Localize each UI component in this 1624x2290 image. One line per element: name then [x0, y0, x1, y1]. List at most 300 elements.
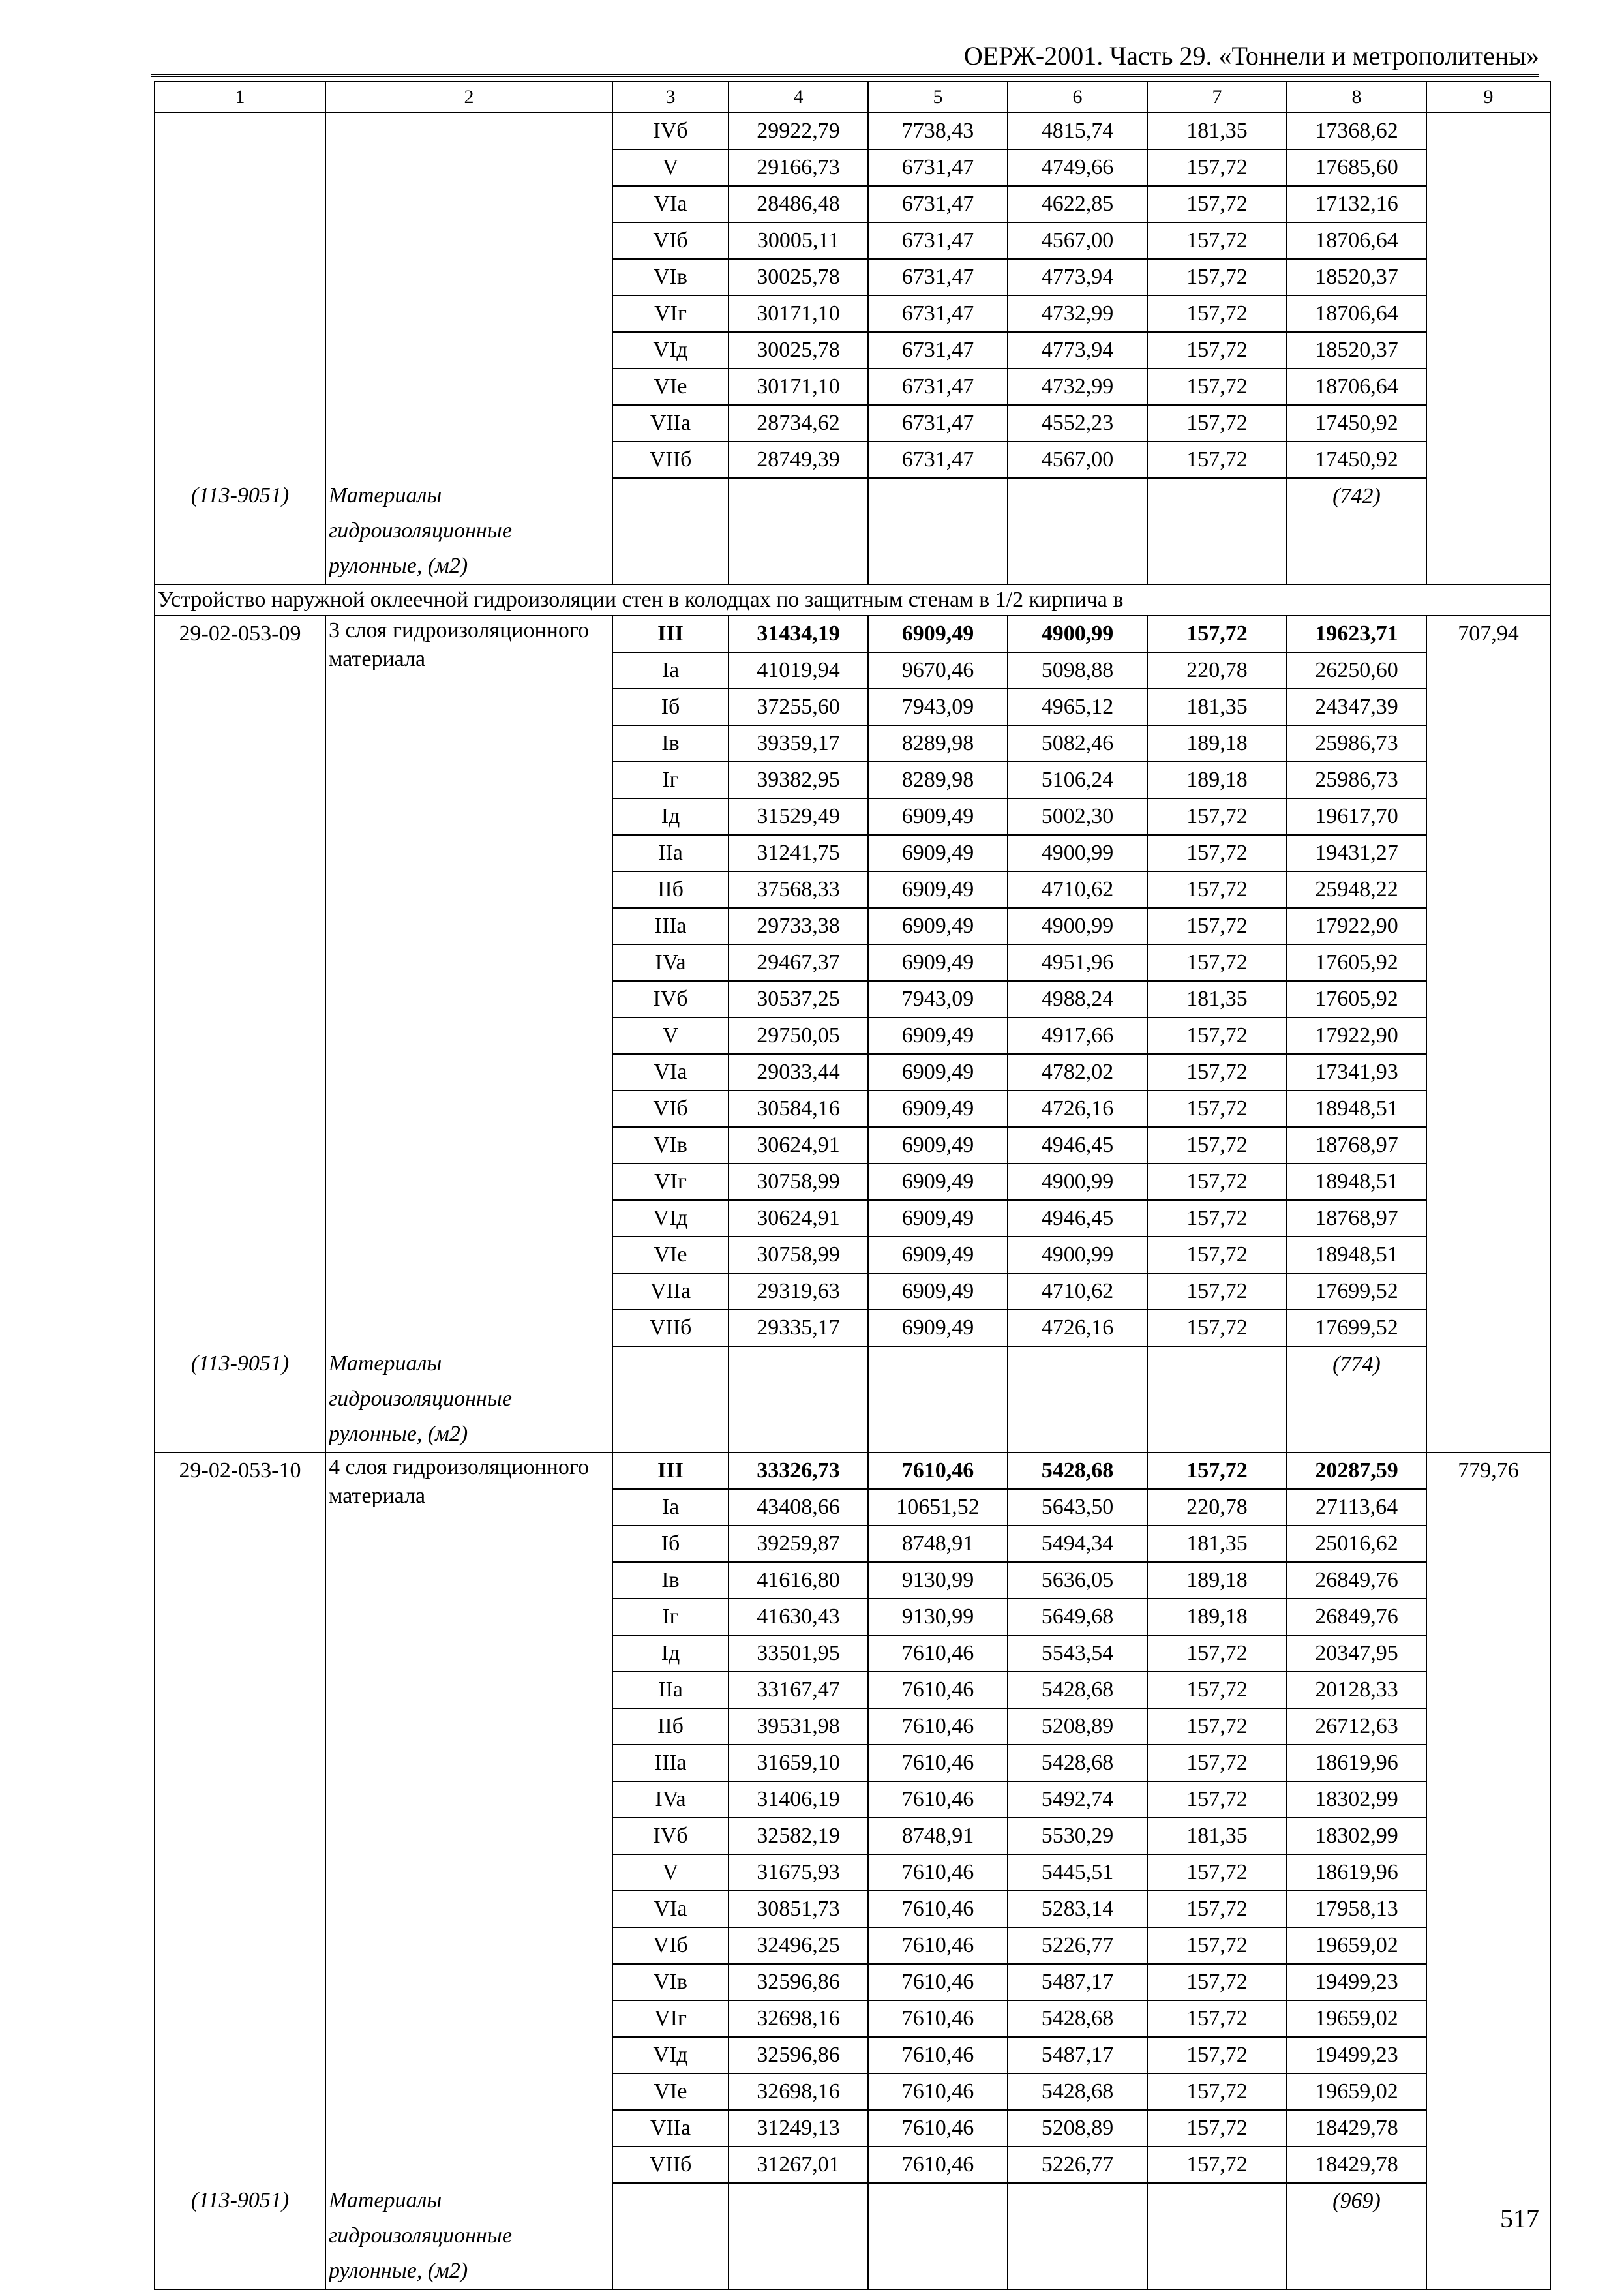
value-cell: 29033,44	[729, 1054, 868, 1091]
value-cell: 17922,90	[1287, 908, 1426, 944]
value-cell: 19659,02	[1287, 2073, 1426, 2110]
empty-cell	[729, 1346, 868, 1453]
value-cell: 6731,47	[868, 222, 1008, 259]
price-table	[154, 81, 1551, 2290]
value-cell: 6731,47	[868, 369, 1008, 405]
norm-value: 779,76	[1426, 1453, 1550, 2289]
value-cell: 7610,46	[868, 2073, 1008, 2110]
value-cell: 5428,68	[1008, 2073, 1147, 2110]
value-cell: 30171,10	[729, 295, 868, 332]
value-cell: 157,72	[1147, 1964, 1287, 2000]
column-number: 1	[155, 82, 325, 113]
value-cell: 4732,99	[1008, 369, 1147, 405]
value-cell: 19623,71	[1287, 616, 1426, 652]
value-cell: 4726,16	[1008, 1091, 1147, 1127]
value-cell: 157,72	[1147, 1635, 1287, 1672]
zone-cell: VIд	[612, 332, 729, 369]
value-cell: 32698,16	[729, 2073, 868, 2110]
value-cell: 157,72	[1147, 1781, 1287, 1818]
table-row	[155, 1453, 1550, 1489]
zone-cell: VIIб	[612, 1310, 729, 1346]
empty-cell	[1147, 1346, 1287, 1453]
value-cell: 157,72	[1147, 222, 1287, 259]
value-cell: 37255,60	[729, 689, 868, 725]
value-cell: 6909,49	[868, 1017, 1008, 1054]
value-cell: 29733,38	[729, 908, 868, 944]
value-cell: 8289,98	[868, 725, 1008, 762]
value-cell: 4749,66	[1008, 149, 1147, 186]
value-cell: 4726,16	[1008, 1310, 1147, 1346]
value-cell: 5428,68	[1008, 1453, 1147, 1489]
value-cell: 31675,93	[729, 1854, 868, 1891]
value-cell: 157,72	[1147, 369, 1287, 405]
zone-cell: V	[612, 1017, 729, 1054]
value-cell: 4951,96	[1008, 944, 1147, 981]
value-cell: 32596,86	[729, 2037, 868, 2073]
value-cell: 17685,60	[1287, 149, 1426, 186]
value-cell: 6909,49	[868, 616, 1008, 652]
value-cell: 4946,45	[1008, 1127, 1147, 1164]
value-cell: 157,72	[1147, 2073, 1287, 2110]
value-cell: 157,72	[1147, 1854, 1287, 1891]
value-cell: 18706,64	[1287, 369, 1426, 405]
column-number: 4	[729, 82, 868, 113]
value-cell: 18619,96	[1287, 1745, 1426, 1781]
value-cell: 220,78	[1147, 1489, 1287, 1526]
section-title: Устройство наружной оклеечной гидроизоляции стен в колодцах по защитным стенам в 1/2 кирпича в	[155, 584, 1550, 616]
value-cell: 17605,92	[1287, 981, 1426, 1017]
column-number: 8	[1287, 82, 1426, 113]
value-cell: 18768,97	[1287, 1127, 1426, 1164]
zone-cell: VIб	[612, 222, 729, 259]
zone-cell: III	[612, 616, 729, 652]
value-cell: 6909,49	[868, 1164, 1008, 1200]
value-cell: 157,72	[1147, 405, 1287, 442]
value-cell: 25016,62	[1287, 1526, 1426, 1562]
empty-cell	[868, 478, 1008, 584]
value-cell: 5492,74	[1008, 1781, 1147, 1818]
value-cell: 157,72	[1147, 2000, 1287, 2037]
material-code: (113-9051)	[155, 1346, 325, 1453]
value-cell: 29166,73	[729, 149, 868, 186]
zone-cell: VIд	[612, 2037, 729, 2073]
zone-cell: V	[612, 1854, 729, 1891]
value-cell: 157,72	[1147, 1927, 1287, 1964]
material-description: Материалы гидроизоляционные рулонные, (м2)	[325, 478, 612, 584]
value-cell: 33326,73	[729, 1453, 868, 1489]
value-cell: 32698,16	[729, 2000, 868, 2037]
value-cell: 17958,13	[1287, 1891, 1426, 1927]
value-cell: 28486,48	[729, 186, 868, 222]
value-cell: 157,72	[1147, 1164, 1287, 1200]
value-cell: 6731,47	[868, 332, 1008, 369]
value-cell: 189,18	[1147, 1562, 1287, 1599]
value-cell: 7610,46	[868, 1781, 1008, 1818]
value-cell: 5002,30	[1008, 798, 1147, 835]
value-cell: 6909,49	[868, 944, 1008, 981]
value-cell: 18619,96	[1287, 1854, 1426, 1891]
value-cell: 17368,62	[1287, 113, 1426, 149]
value-cell: 31659,10	[729, 1745, 868, 1781]
value-cell: 18948,51	[1287, 1091, 1426, 1127]
zone-cell: IVб	[612, 113, 729, 149]
value-cell: 7610,46	[868, 1453, 1008, 1489]
value-cell: 25986,73	[1287, 725, 1426, 762]
value-cell: 18948,51	[1287, 1164, 1426, 1200]
value-cell: 157,72	[1147, 2147, 1287, 2183]
value-cell: 157,72	[1147, 1091, 1287, 1127]
value-cell: 4900,99	[1008, 1237, 1147, 1273]
value-cell: 29319,63	[729, 1273, 868, 1310]
document-title: ОЕРЖ-2001. Часть 29. «Тоннели и метрополитены»	[963, 41, 1539, 70]
value-cell: 30624,91	[729, 1127, 868, 1164]
zone-cell: VIIa	[612, 2110, 729, 2147]
value-cell: 220,78	[1147, 652, 1287, 689]
zone-cell: Iд	[612, 1635, 729, 1672]
value-cell: 6909,49	[868, 871, 1008, 908]
empty-cell	[612, 2183, 729, 2289]
zone-cell: VIб	[612, 1927, 729, 1964]
value-cell: 157,72	[1147, 259, 1287, 295]
zone-cell: VIв	[612, 1964, 729, 2000]
value-cell: 5082,46	[1008, 725, 1147, 762]
value-cell: 181,35	[1147, 113, 1287, 149]
value-cell: 9130,99	[868, 1599, 1008, 1635]
value-cell: 31529,49	[729, 798, 868, 835]
position-description	[325, 113, 612, 478]
material-code: (113-9051)	[155, 478, 325, 584]
empty-cell	[612, 1346, 729, 1453]
value-cell: 189,18	[1147, 1599, 1287, 1635]
zone-cell: VIг	[612, 2000, 729, 2037]
value-cell: 6909,49	[868, 798, 1008, 835]
position-code: 29-02-053-09	[155, 616, 325, 1346]
value-cell: 30851,73	[729, 1891, 868, 1927]
value-cell: 181,35	[1147, 1818, 1287, 1854]
value-cell: 157,72	[1147, 442, 1287, 478]
value-cell: 26849,76	[1287, 1599, 1426, 1635]
value-cell: 6731,47	[868, 149, 1008, 186]
value-cell: 157,72	[1147, 944, 1287, 981]
value-cell: 4622,85	[1008, 186, 1147, 222]
value-cell: 32596,86	[729, 1964, 868, 2000]
value-cell: 4567,00	[1008, 442, 1147, 478]
position-code: 29-02-053-10	[155, 1453, 325, 2183]
value-cell: 30005,11	[729, 222, 868, 259]
zone-cell: Iв	[612, 725, 729, 762]
value-cell: 5226,77	[1008, 2147, 1147, 2183]
value-cell: 17450,92	[1287, 405, 1426, 442]
value-cell: 4946,45	[1008, 1200, 1147, 1237]
value-cell: 5208,89	[1008, 2110, 1147, 2147]
zone-cell: IVa	[612, 1781, 729, 1818]
value-cell: 4917,66	[1008, 1017, 1147, 1054]
value-cell: 4900,99	[1008, 908, 1147, 944]
value-cell: 32582,19	[729, 1818, 868, 1854]
norm-value	[1426, 113, 1550, 584]
value-cell: 189,18	[1147, 725, 1287, 762]
value-cell: 41630,43	[729, 1599, 868, 1635]
value-cell: 6909,49	[868, 1310, 1008, 1346]
value-cell: 32496,25	[729, 1927, 868, 1964]
empty-cell	[1147, 2183, 1287, 2289]
value-cell: 33167,47	[729, 1672, 868, 1708]
column-number: 2	[325, 82, 612, 113]
column-number: 3	[612, 82, 729, 113]
value-cell: 7610,46	[868, 1672, 1008, 1708]
value-cell: 31241,75	[729, 835, 868, 871]
value-cell: 157,72	[1147, 798, 1287, 835]
value-cell: 5226,77	[1008, 1927, 1147, 1964]
value-cell: 6909,49	[868, 835, 1008, 871]
empty-cell	[1147, 478, 1287, 584]
column-number-row	[155, 82, 1550, 113]
value-cell: 5543,54	[1008, 1635, 1147, 1672]
zone-cell: VIд	[612, 1200, 729, 1237]
value-cell: 7610,46	[868, 1708, 1008, 1745]
value-cell: 19431,27	[1287, 835, 1426, 871]
value-cell: 28749,39	[729, 442, 868, 478]
value-cell: 29922,79	[729, 113, 868, 149]
material-row	[155, 1346, 1550, 1453]
value-cell: 6909,49	[868, 1091, 1008, 1127]
value-cell: 189,18	[1147, 762, 1287, 798]
value-cell: 157,72	[1147, 295, 1287, 332]
value-cell: 30758,99	[729, 1237, 868, 1273]
empty-cell	[868, 1346, 1008, 1453]
value-cell: 5530,29	[1008, 1818, 1147, 1854]
value-cell: 181,35	[1147, 689, 1287, 725]
value-cell: 6909,49	[868, 1237, 1008, 1273]
value-cell: 157,72	[1147, 332, 1287, 369]
value-cell: 157,72	[1147, 2110, 1287, 2147]
value-cell: 18948,51	[1287, 1237, 1426, 1273]
value-cell: 8748,91	[868, 1526, 1008, 1562]
value-cell: 5636,05	[1008, 1562, 1147, 1599]
value-cell: 30025,78	[729, 332, 868, 369]
value-cell: 41019,94	[729, 652, 868, 689]
material-quantity: (969)	[1287, 2183, 1426, 2289]
column-number: 5	[868, 82, 1008, 113]
value-cell: 181,35	[1147, 981, 1287, 1017]
value-cell: 17132,16	[1287, 186, 1426, 222]
value-cell: 18302,99	[1287, 1781, 1426, 1818]
value-cell: 4900,99	[1008, 616, 1147, 652]
value-cell: 29335,17	[729, 1310, 868, 1346]
value-cell: 28734,62	[729, 405, 868, 442]
zone-cell: IIIa	[612, 1745, 729, 1781]
material-code: (113-9051)	[155, 2183, 325, 2289]
value-cell: 19659,02	[1287, 1927, 1426, 1964]
value-cell: 9670,46	[868, 652, 1008, 689]
value-cell: 7610,46	[868, 1891, 1008, 1927]
value-cell: 5428,68	[1008, 1745, 1147, 1781]
empty-cell	[1008, 478, 1147, 584]
value-cell: 6731,47	[868, 295, 1008, 332]
value-cell: 27113,64	[1287, 1489, 1426, 1526]
zone-cell: IVб	[612, 981, 729, 1017]
value-cell: 6731,47	[868, 186, 1008, 222]
value-cell: 20287,59	[1287, 1453, 1426, 1489]
value-cell: 5098,88	[1008, 652, 1147, 689]
value-cell: 43408,66	[729, 1489, 868, 1526]
zone-cell: VIe	[612, 2073, 729, 2110]
value-cell: 17341,93	[1287, 1054, 1426, 1091]
value-cell: 30758,99	[729, 1164, 868, 1200]
zone-cell: Iг	[612, 1599, 729, 1635]
value-cell: 18768,97	[1287, 1200, 1426, 1237]
value-cell: 18302,99	[1287, 1818, 1426, 1854]
value-cell: 5428,68	[1008, 1672, 1147, 1708]
value-cell: 7610,46	[868, 2110, 1008, 2147]
value-cell: 29467,37	[729, 944, 868, 981]
value-cell: 4900,99	[1008, 835, 1147, 871]
value-cell: 5208,89	[1008, 1708, 1147, 1745]
material-quantity: (774)	[1287, 1346, 1426, 1453]
table-row	[155, 616, 1550, 652]
empty-cell	[1008, 1346, 1147, 1453]
value-cell: 30537,25	[729, 981, 868, 1017]
value-cell: 7943,09	[868, 981, 1008, 1017]
value-cell: 25986,73	[1287, 762, 1426, 798]
value-cell: 30171,10	[729, 369, 868, 405]
zone-cell: VIe	[612, 1237, 729, 1273]
zone-cell: VIa	[612, 186, 729, 222]
value-cell: 157,72	[1147, 835, 1287, 871]
value-cell: 8289,98	[868, 762, 1008, 798]
value-cell: 157,72	[1147, 1891, 1287, 1927]
table-row	[155, 113, 1550, 149]
value-cell: 6731,47	[868, 405, 1008, 442]
value-cell: 39259,87	[729, 1526, 868, 1562]
value-cell: 157,72	[1147, 1745, 1287, 1781]
zone-cell: Iб	[612, 689, 729, 725]
value-cell: 6909,49	[868, 1054, 1008, 1091]
zone-cell: Iг	[612, 762, 729, 798]
value-cell: 7610,46	[868, 1964, 1008, 2000]
value-cell: 157,72	[1147, 186, 1287, 222]
value-cell: 10651,52	[868, 1489, 1008, 1526]
zone-cell: Iд	[612, 798, 729, 835]
zone-cell: IIб	[612, 871, 729, 908]
zone-cell: VIe	[612, 369, 729, 405]
value-cell: 18429,78	[1287, 2110, 1426, 2147]
value-cell: 7610,46	[868, 2000, 1008, 2037]
value-cell: 157,72	[1147, 1453, 1287, 1489]
value-cell: 25948,22	[1287, 871, 1426, 908]
value-cell: 4552,23	[1008, 405, 1147, 442]
value-cell: 157,72	[1147, 1237, 1287, 1273]
table-body	[155, 113, 1550, 2289]
value-cell: 157,72	[1147, 149, 1287, 186]
value-cell: 39359,17	[729, 725, 868, 762]
value-cell: 4900,99	[1008, 1164, 1147, 1200]
value-cell: 30624,91	[729, 1200, 868, 1237]
value-cell: 24347,39	[1287, 689, 1426, 725]
zone-cell: VIa	[612, 1891, 729, 1927]
value-cell: 5487,17	[1008, 2037, 1147, 2073]
value-cell: 157,72	[1147, 1310, 1287, 1346]
value-cell: 30025,78	[729, 259, 868, 295]
value-cell: 157,72	[1147, 1017, 1287, 1054]
value-cell: 17922,90	[1287, 1017, 1426, 1054]
value-cell: 31406,19	[729, 1781, 868, 1818]
position-description: 4 слоя гидроизоляционного материала	[325, 1453, 612, 2183]
value-cell: 4988,24	[1008, 981, 1147, 1017]
value-cell: 4732,99	[1008, 295, 1147, 332]
value-cell: 6731,47	[868, 259, 1008, 295]
value-cell: 6909,49	[868, 1273, 1008, 1310]
value-cell: 26712,63	[1287, 1708, 1426, 1745]
value-cell: 17699,52	[1287, 1273, 1426, 1310]
page-number: 517	[1500, 2204, 1539, 2233]
value-cell: 157,72	[1147, 1054, 1287, 1091]
position-code	[155, 113, 325, 478]
material-description: Материалы гидроизоляционные рулонные, (м2)	[325, 1346, 612, 1453]
zone-cell: VIa	[612, 1054, 729, 1091]
value-cell: 4815,74	[1008, 113, 1147, 149]
value-cell: 20347,95	[1287, 1635, 1426, 1672]
value-cell: 7610,46	[868, 1745, 1008, 1781]
empty-cell	[729, 2183, 868, 2289]
zone-cell: V	[612, 149, 729, 186]
value-cell: 31267,01	[729, 2147, 868, 2183]
zone-cell: IIIa	[612, 908, 729, 944]
position-description: 3 слоя гидроизоляционного материала	[325, 616, 612, 1346]
value-cell: 39531,98	[729, 1708, 868, 1745]
value-cell: 31434,19	[729, 616, 868, 652]
value-cell: 7610,46	[868, 1927, 1008, 1964]
value-cell: 20128,33	[1287, 1672, 1426, 1708]
value-cell: 157,72	[1147, 1127, 1287, 1164]
zone-cell: VIв	[612, 1127, 729, 1164]
value-cell: 5106,24	[1008, 762, 1147, 798]
value-cell: 26849,76	[1287, 1562, 1426, 1599]
zone-cell: IIб	[612, 1708, 729, 1745]
value-cell: 31249,13	[729, 2110, 868, 2147]
value-cell: 18520,37	[1287, 332, 1426, 369]
value-cell: 157,72	[1147, 1273, 1287, 1310]
zone-cell: Iв	[612, 1562, 729, 1599]
zone-cell: VIг	[612, 295, 729, 332]
empty-cell	[868, 2183, 1008, 2289]
zone-cell: VIб	[612, 1091, 729, 1127]
value-cell: 18706,64	[1287, 295, 1426, 332]
empty-cell	[729, 478, 868, 584]
value-cell: 157,72	[1147, 2037, 1287, 2073]
value-cell: 157,72	[1147, 1200, 1287, 1237]
value-cell: 4965,12	[1008, 689, 1147, 725]
value-cell: 6909,49	[868, 908, 1008, 944]
value-cell: 18520,37	[1287, 259, 1426, 295]
value-cell: 19659,02	[1287, 2000, 1426, 2037]
value-cell: 8748,91	[868, 1818, 1008, 1854]
value-cell: 5428,68	[1008, 2000, 1147, 2037]
zone-cell: Ia	[612, 652, 729, 689]
value-cell: 4773,94	[1008, 259, 1147, 295]
value-cell: 157,72	[1147, 908, 1287, 944]
value-cell: 157,72	[1147, 616, 1287, 652]
material-row	[155, 2183, 1550, 2289]
section-row	[155, 584, 1550, 616]
value-cell: 157,72	[1147, 871, 1287, 908]
value-cell: 6909,49	[868, 1200, 1008, 1237]
column-number: 6	[1008, 82, 1147, 113]
value-cell: 18429,78	[1287, 2147, 1426, 2183]
zone-cell: IIa	[612, 1672, 729, 1708]
value-cell: 5494,34	[1008, 1526, 1147, 1562]
zone-cell: VIIa	[612, 405, 729, 442]
